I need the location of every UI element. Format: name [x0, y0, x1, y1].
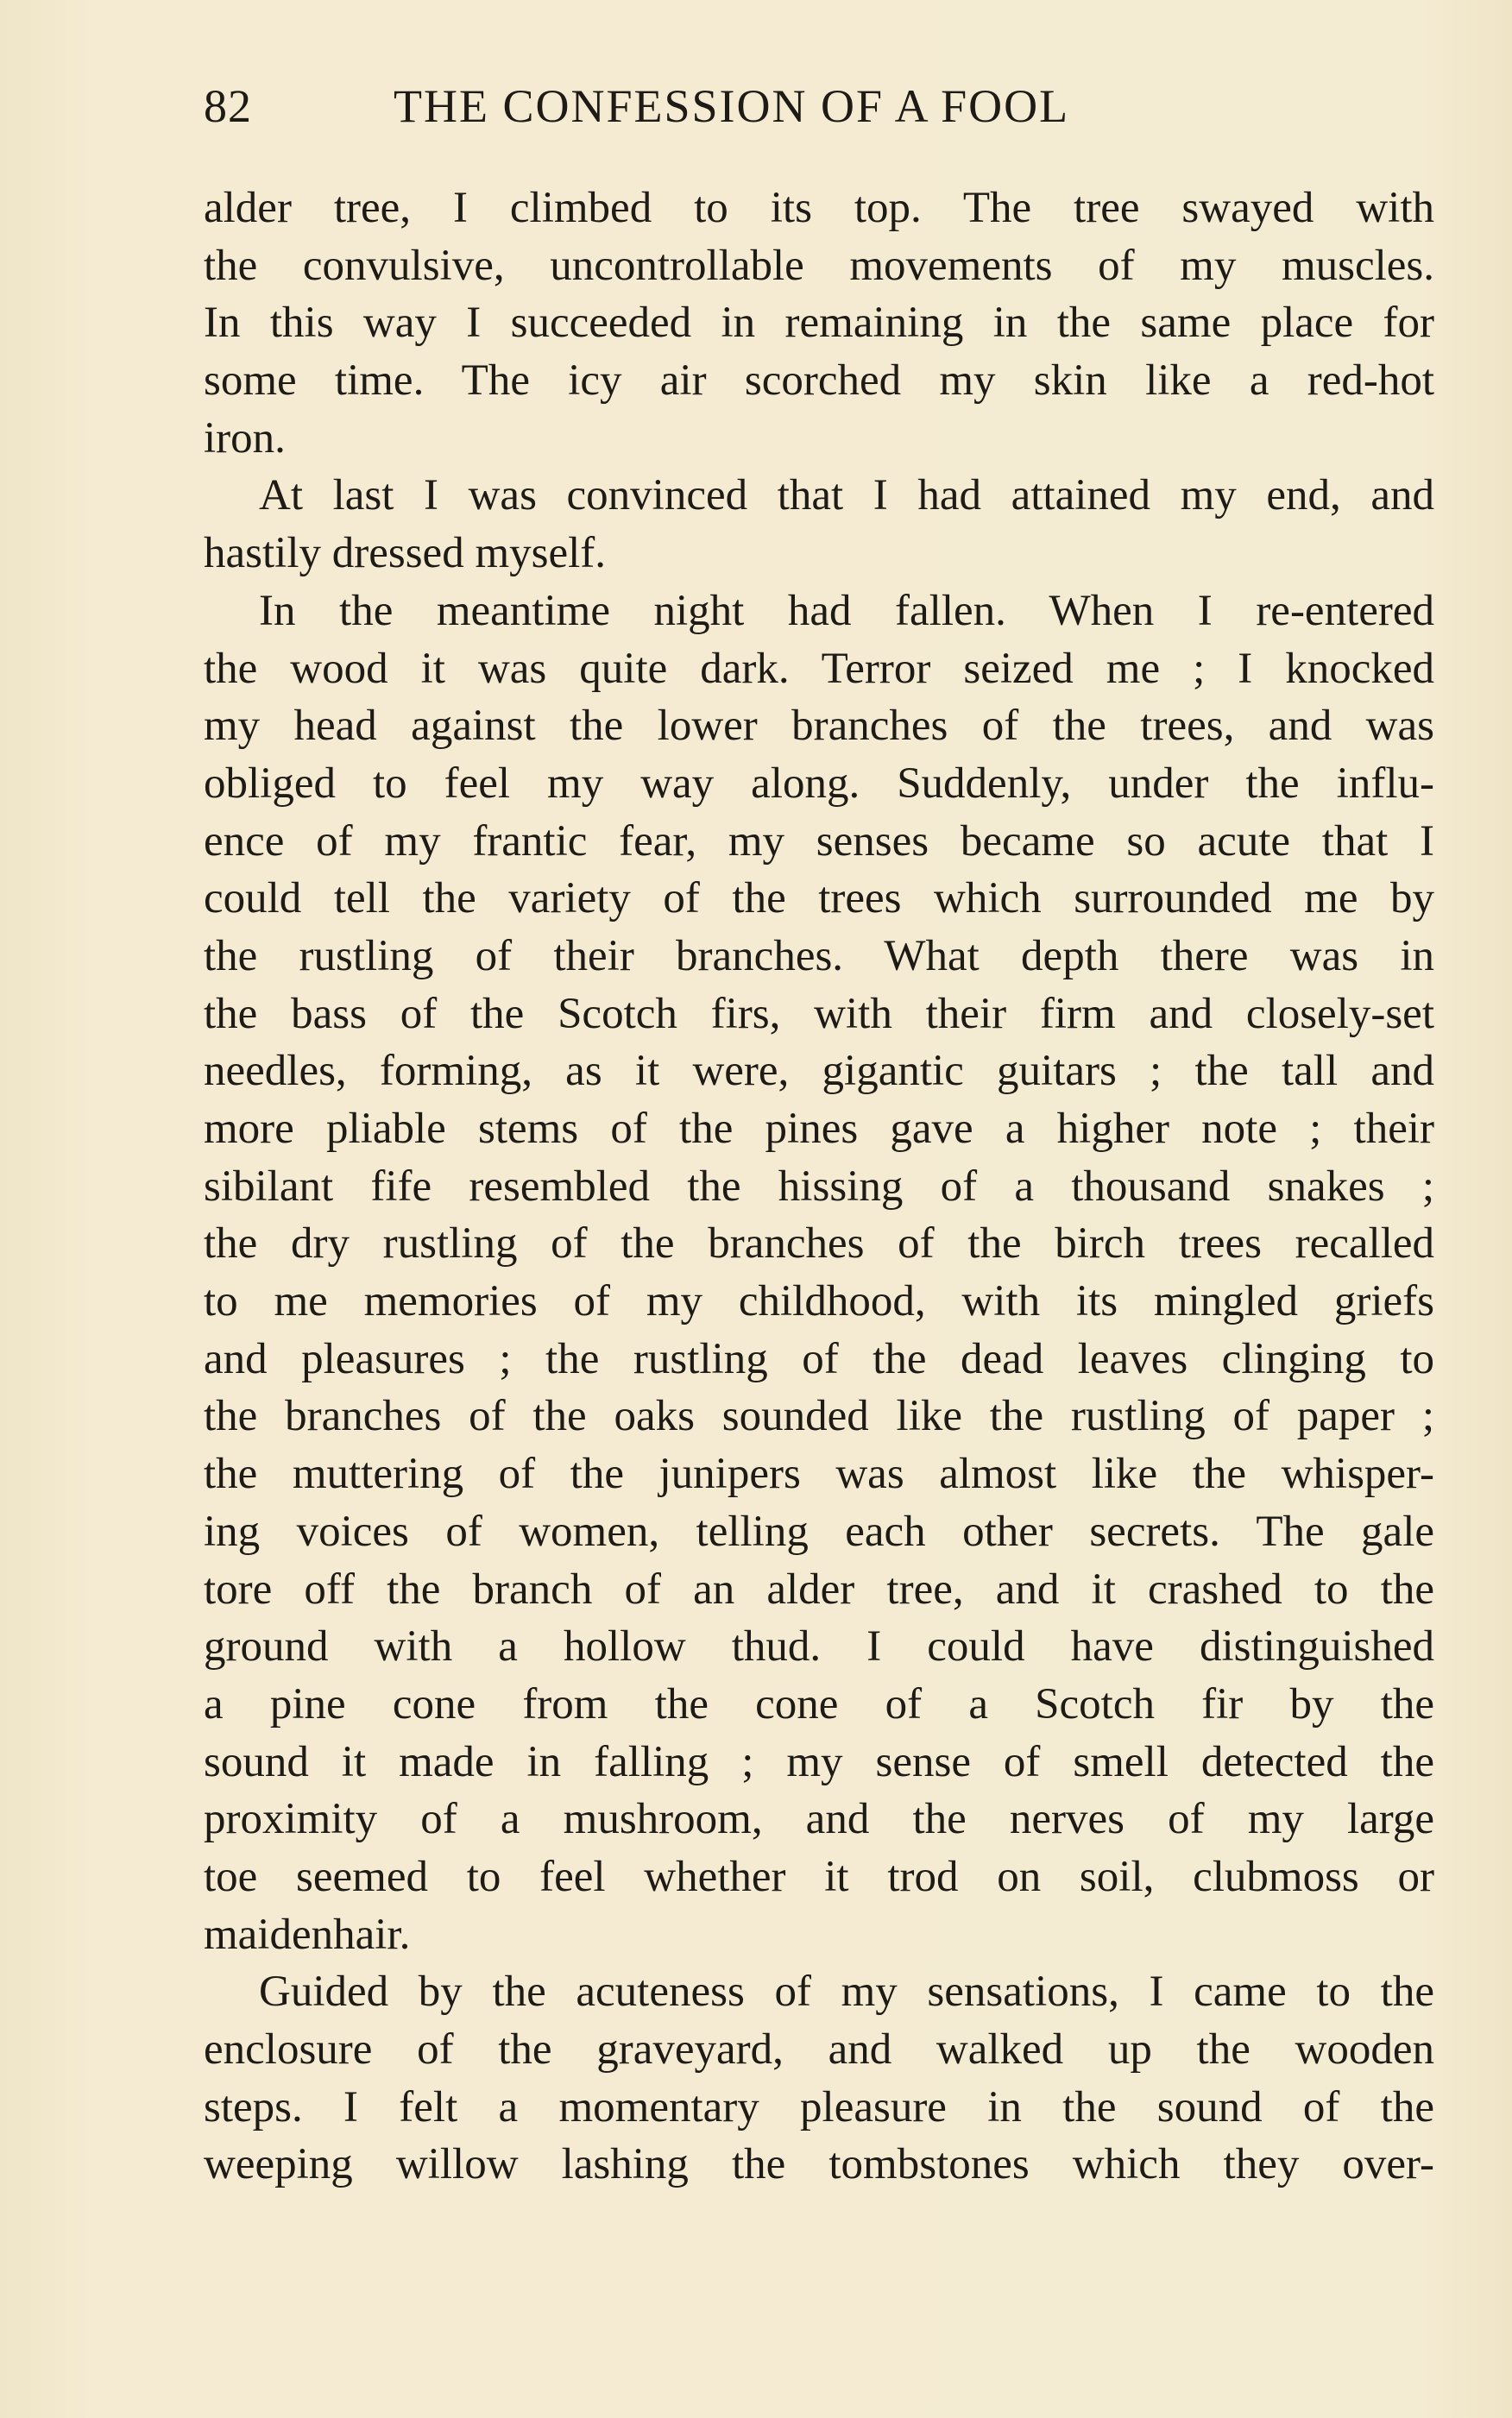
text-line: ground with a hollow thud. I could have distinguished: [204, 1622, 1434, 1672]
text-line: sibilant fife resembled the hissing of a thousand snakes ;: [204, 1162, 1434, 1211]
text-line: ing voices of women, telling each other secrets. The gale: [204, 1507, 1434, 1556]
text-line: In the meantime night had fallen. When I re-entered: [259, 586, 1434, 635]
text-line: proximity of a mushroom, and the nerves of my large: [204, 1795, 1434, 1844]
text-line: weeping willow lashing the tombstones which they over-: [204, 2140, 1434, 2189]
text-line: alder tree, I climbed to its top. The tree swayed with: [204, 184, 1434, 232]
page-number: 82: [204, 80, 252, 132]
text-line: toe seemed to feel whether it trod on soil, clubmoss or: [204, 1852, 1434, 1901]
book-title: THE CONFESSION OF A FOOL: [394, 80, 1070, 132]
text-line: more pliable stems of the pines gave a higher note ; their: [204, 1105, 1434, 1153]
text-line: hastily dressed myself.: [204, 529, 606, 578]
text-line: enclosure of the graveyard, and walked up the wooden: [204, 2025, 1434, 2074]
text-line: needles, forming, as it were, gigantic guitars ; the tall and: [204, 1047, 1434, 1096]
text-line: the dry rustling of the branches of the birch trees recalled: [204, 1219, 1434, 1269]
text-line: and pleasures ; the rustling of the dead leaves clinging to: [204, 1334, 1434, 1383]
text-line: the bass of the Scotch firs, with their firm and closely-set: [204, 989, 1434, 1038]
text-line: At last I was convinced that I had attained my end, and: [259, 471, 1434, 520]
text-line: obliged to feel my way along. Suddenly, under the influ-: [204, 759, 1434, 808]
text-line: sound it made in falling ; my sense of smell detected the: [204, 1737, 1434, 1786]
text-line: the muttering of the junipers was almost like the whisper-: [204, 1450, 1434, 1499]
text-line: my head against the lower branches of the trees, and was: [204, 702, 1434, 751]
text-line: In this way I succeeded in remaining in the same place for: [204, 299, 1434, 348]
text-line: the rustling of their branches. What depth there was in: [204, 931, 1434, 980]
running-head: [204, 79, 1257, 140]
text-line: Guided by the acuteness of my sensations, I came to the: [259, 1968, 1434, 2017]
body-text: [204, 179, 1434, 2194]
text-line: some time. The icy air scorched my skin like a red-hot: [204, 356, 1434, 406]
text-line: could tell the variety of the trees which surrounded me by: [204, 874, 1434, 923]
text-line: maidenhair.: [204, 1910, 411, 1959]
text-line: a pine cone from the cone of a Scotch fir by the: [204, 1679, 1434, 1728]
text-line: steps. I felt a momentary pleasure in the sound of the: [204, 2082, 1434, 2131]
text-line: the convulsive, uncontrollable movements of my muscles.: [204, 241, 1434, 290]
text-line: tore off the branch of an alder tree, and it crashed to the: [204, 1565, 1434, 1614]
text-line: the wood it was quite dark. Terror seized me ; I knocked: [204, 644, 1434, 693]
text-line: the branches of the oaks sounded like the rustling of paper ;: [204, 1392, 1434, 1441]
text-line: ence of my frantic fear, my senses became so acute that I: [204, 816, 1434, 866]
text-line: iron.: [204, 413, 286, 463]
text-line: to me memories of my childhood, with its mingled griefs: [204, 1277, 1434, 1326]
